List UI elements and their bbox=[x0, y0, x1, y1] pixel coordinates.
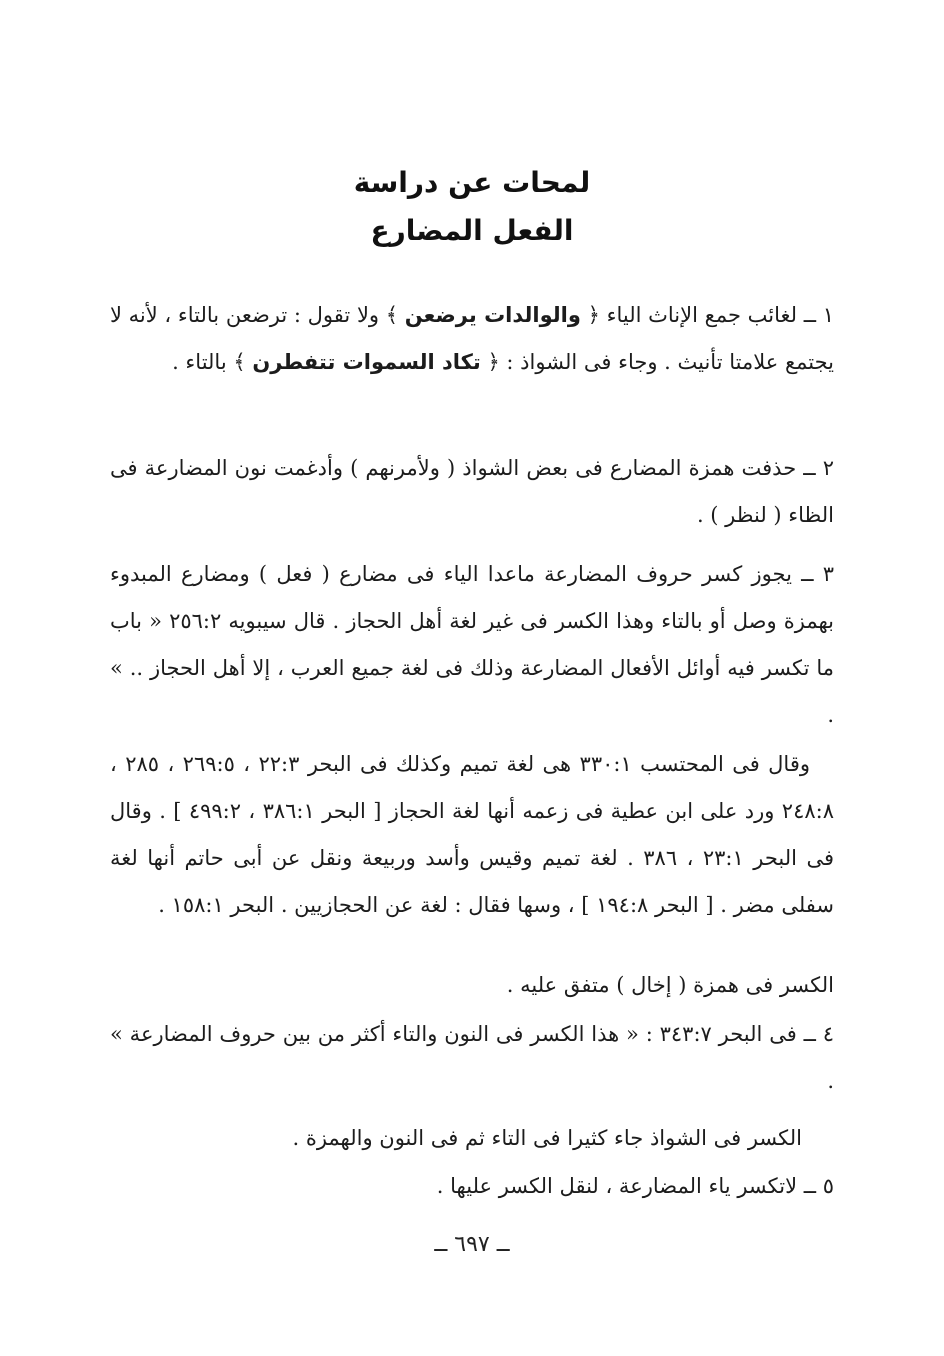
page-title-line-1: لمحات عن دراسة bbox=[353, 166, 591, 199]
page-number: ــ ٦٩٧ ــ bbox=[434, 1232, 510, 1257]
paragraph-1 bbox=[110, 292, 834, 386]
paragraph-1-text-c: ﴾ بالتاء . bbox=[172, 350, 246, 374]
paragraph-3: ٣ ــ يجوز كسر حروف المضارعة ماعدا الياء فى مضارع ( فعل ) ومضارع المبدوء بهمزة وصل أو بالتاء وهذا الكسر فى غير لغة أهل الحجاز . قال سيبويه ٢٥٦:٢ « باب ما تكسر فيه أوائل الأفعال المضارعة وذلك فى لغة جميع العرب ، إلا أهل الحجاز .. » . bbox=[110, 562, 834, 727]
quran-quote-1: والوالدات يرضعن bbox=[404, 303, 581, 327]
paragraph-8: ٥ ــ لاتكسر ياء المضارعة ، لنقل الكسر عليها . bbox=[436, 1174, 834, 1198]
paragraph-5: الكسر فى همزة ( إخال ) متفق عليه . bbox=[506, 973, 834, 997]
paragraph-2: ٢ ــ حذفت همزة المضارع فى بعض الشواذ ( ولأمرنهم ) وأدغمت نون المضارعة فى الظاء ( لنظر ) . bbox=[110, 456, 834, 527]
paragraph-6: ٤ ــ فى البحر ٣٤٣:٧ : « هذا الكسر فى النون والتاء أكثر من بين حروف المضارعة » . bbox=[110, 1022, 834, 1093]
paragraph-7: الكسر فى الشواذ جاء كثيرا فى التاء ثم فى النون والهمزة . bbox=[292, 1126, 802, 1150]
page-title-line-2: الفعل المضارع bbox=[370, 214, 574, 247]
quran-quote-2: تكاد السموات تتفطرن bbox=[252, 350, 481, 374]
paragraph-4: وقال فى المحتسب ٣٣٠:١ هى لغة تميم وكذلك فى البحر ٢٢:٣ ، ٢٦٩:٥ ، ٢٨٥ ، ٢٤٨:٨ ورد على ابن عطية فى زعمه أنها لغة الحجاز [ البحر ٣٨٦:١ ، ٤٩٩:٢ ] . وقال فى البحر ٢٣:١ ، ٣٨٦ . لغة تميم وقيس وأسد وربيعة ونقل عن أبى حاتم أنها لغة سفلى مضر . [ البحر ١٩٤:٨ ] ، وسها فقال : لغة عن الحجازيين . البحر ١٥٨:١ . bbox=[110, 752, 835, 917]
paragraph-1-text-b: ﴾ ولا تقول : ترضعن بالتاء ، لأنه لا يجتمع علامتا تأنيث . وجاء فى الشواذ : ﴿ bbox=[110, 303, 834, 374]
paragraph-1-text-a: ١ ــ لغائب جمع الإناث الياء ﴿ bbox=[587, 303, 834, 327]
